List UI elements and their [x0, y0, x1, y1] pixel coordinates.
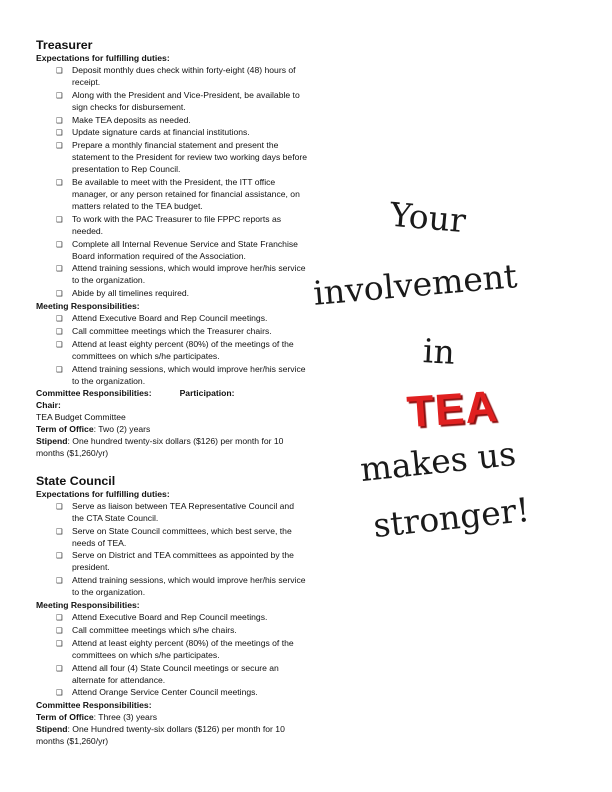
treasurer-term: Term of Office: Two (2) years [36, 424, 151, 435]
treasurer-committee-row [36, 388, 308, 400]
list-item: ❑ Attend at least eighty percent (80%) of the meetings of the committees on which s/he participates. [56, 637, 294, 660]
treasurer-duties-label: Expectations for fulfilling duties: [36, 53, 170, 63]
checkbox-bullet-icon: ❑ [56, 576, 63, 586]
list-item: ❑ Attend Executive Board and Rep Council meetings. [56, 313, 268, 324]
list-item: ❑ To work with the PAC Treasurer to file FPPC reports as needed. [56, 213, 282, 236]
checkbox-bullet-icon: ❑ [56, 663, 63, 673]
checkbox-bullet-icon: ❑ [56, 239, 63, 249]
treasurer-heading: Treasurer [36, 38, 93, 52]
checkbox-bullet-icon: ❑ [56, 115, 63, 125]
state-council-heading: State Council [36, 473, 116, 488]
state-council-meeting-label: Meeting Responsibilities: [36, 600, 140, 611]
participation-label: Participation: [179, 388, 235, 399]
state-council-stipend: Stipend: One Hundred twenty-six dollars ($126) per month for 10 months ($1,260/yr) [36, 724, 285, 747]
list-item: ❑ Attend Orange Service Center Council meetings. [56, 687, 258, 698]
slogan-line-2: involvement [311, 256, 519, 313]
list-item: ❑ Attend all four (4) State Council meetings or secure an alternate for attendance. [56, 662, 279, 685]
slogan-line-1: Your [388, 194, 468, 241]
list-item: ❑ Along with the President and Vice-President, be available to sign checks for disbursement. [56, 89, 300, 112]
list-item: ❑ Call committee meetings which the Treasurer chairs. [56, 325, 272, 336]
list-item: ❑ Attend training sessions, which would improve her/his service to the organization. [56, 575, 306, 598]
list-item: ❑ Prepare a monthly financial statement and present the statement to the President for review two working days before presentation to Rep Council. [56, 140, 308, 175]
list-item: ❑ Serve as liaison between TEA Representative Council and the CTA State Council. [56, 500, 294, 523]
checkbox-bullet-icon: ❑ [56, 128, 63, 138]
list-item: ❑ Update signature cards at financial institutions. [56, 127, 250, 138]
list-item: ❑ Call committee meetings which s/he chairs. [56, 624, 237, 635]
slogan-tea: TEA [405, 381, 500, 438]
checkbox-bullet-icon: ❑ [56, 65, 63, 75]
list-item: ❑ Attend at least eighty percent (80%) of the meetings of the committees on which s/he participates. [56, 338, 294, 361]
treasurer-duties-list [36, 65, 308, 300]
checkbox-bullet-icon: ❑ [56, 612, 63, 622]
checkbox-bullet-icon: ❑ [56, 314, 63, 324]
state-council-duties-label: Expectations for fulfilling duties: [36, 488, 170, 499]
checkbox-bullet-icon: ❑ [56, 688, 63, 698]
treasurer-meeting-label: Meeting Responsibilities: [36, 301, 140, 312]
list-item: ❑ Attend Executive Board and Rep Council meetings. [56, 611, 268, 622]
committee-label: Committee Responsibilities: [36, 388, 152, 399]
list-item: ❑ Complete all Internal Revenue Service and State Franchise Board information required of the Association. [56, 238, 298, 261]
list-item: ❑ Abide by all timelines required. [56, 288, 190, 299]
checkbox-bullet-icon: ❑ [56, 141, 63, 151]
slogan-line-6: stronger! [371, 489, 532, 546]
list-item: ❑ Serve on District and TEA committees as appointed by the president. [56, 550, 294, 573]
treasurer-stipend: Stipend: One hundred twenty-six dollars ($126) per month for 10 months ($1,260/yr) [36, 436, 284, 458]
slogan-line-3: in [422, 331, 456, 372]
state-council-duties-list [36, 501, 308, 599]
checkbox-bullet-icon: ❑ [56, 625, 63, 635]
state-council-meeting-list [36, 612, 308, 699]
checkbox-bullet-icon: ❑ [56, 364, 63, 374]
list-item: ❑ Deposit monthly dues check within forty-eight (48) hours of receipt. [56, 64, 296, 87]
state-council-committee-label: Committee Responsibilities: [36, 700, 152, 711]
list-item: ❑ Serve on State Council committees, which best serve, the needs of TEA. [56, 525, 292, 548]
checkbox-bullet-icon: ❑ [56, 178, 63, 188]
left-column [36, 38, 308, 748]
checkbox-bullet-icon: ❑ [56, 326, 63, 336]
checkbox-bullet-icon: ❑ [56, 214, 63, 224]
list-item: ❑ Be available to meet with the President, the ITT office manager, or any person retained for financial assistance, on matters related to the TEA budget. [56, 177, 300, 211]
state-council-term: Term of Office: Three (3) years [36, 712, 157, 723]
list-item: ❑ Make TEA deposits as needed. [56, 114, 191, 125]
checkbox-bullet-icon: ❑ [56, 339, 63, 349]
checkbox-bullet-icon: ❑ [56, 501, 63, 511]
chair-label: Chair: [36, 400, 61, 411]
slogan-line-5: makes us [358, 433, 518, 490]
checkbox-bullet-icon: ❑ [56, 90, 63, 100]
checkbox-bullet-icon: ❑ [56, 551, 63, 561]
checkbox-bullet-icon: ❑ [56, 526, 63, 536]
chair-value: TEA Budget Committee [36, 412, 126, 423]
checkbox-bullet-icon: ❑ [56, 638, 63, 648]
list-item: ❑ Attend training sessions, which would improve her/his service to the organization. [56, 263, 306, 286]
checkbox-bullet-icon: ❑ [56, 289, 63, 299]
list-item: ❑ Attend training sessions, which would improve her/his service to the organization. [56, 363, 306, 386]
checkbox-bullet-icon: ❑ [56, 264, 63, 274]
slogan-graphic [305, 190, 605, 550]
treasurer-meeting-list [36, 313, 308, 387]
